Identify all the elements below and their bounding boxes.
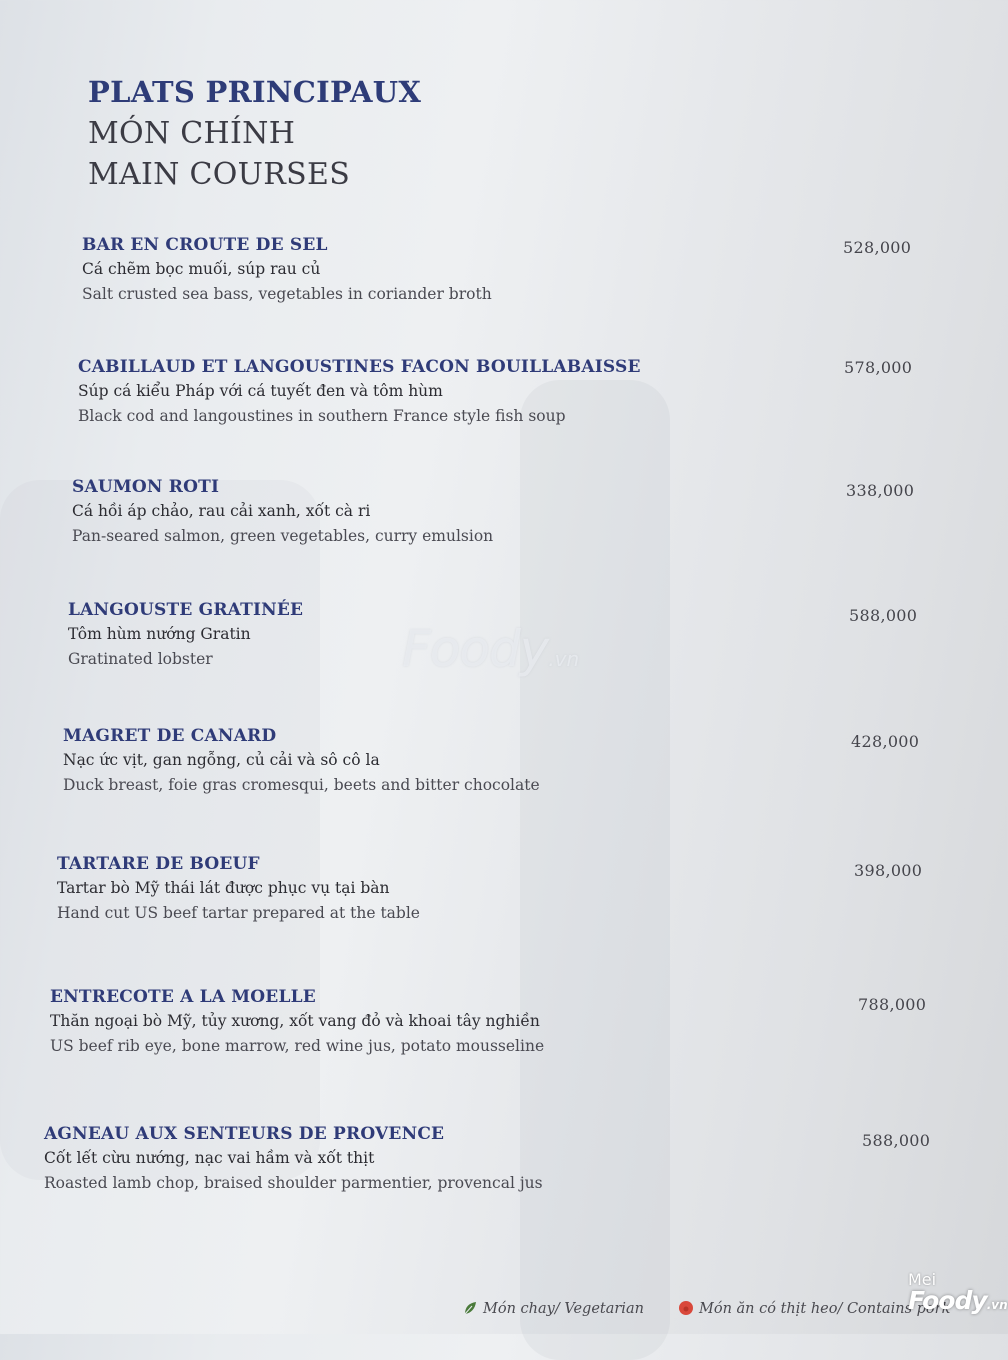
corner-logo-suffix: .vn [986,1298,1008,1312]
dish-name-en: Gratinated lobster [68,650,213,668]
dish-name-vn: Cá hồi áp chảo, rau cải xanh, xốt cà ri [72,502,371,520]
dish-name-vn: Thăn ngoại bò Mỹ, tủy xương, xốt vang đỏ và khoai tây nghiền [50,1012,540,1030]
dish-name-en: Black cod and langoustines in southern France style fish soup [78,407,566,425]
dish-price: 398,000 [854,861,923,880]
leaf-icon [462,1300,478,1316]
dish-name-fr: TARTARE DE BOEUF [57,854,260,874]
dish-name-en: US beef rib eye, bone marrow, red wine jus, potato mousseline [50,1037,545,1055]
dish-price: 428,000 [851,732,920,751]
dish-name-en: Duck breast, foie gras cromesqui, beets and bitter chocolate [63,776,540,794]
dish-name-en: Pan-seared salmon, green vegetables, curry emulsion [72,527,494,545]
dish-name-fr: BAR EN CROUTE DE SEL [82,235,328,255]
dish-price: 588,000 [849,606,918,625]
corner-logo-brand: Foody [908,1286,987,1315]
photo-shadow [0,480,320,1180]
pig-icon [678,1300,694,1316]
menu-item [78,355,978,429]
dish-name-fr: AGNEAU AUX SENTEURS DE PROVENCE [44,1124,445,1144]
menu-item [44,1122,944,1196]
menu-item [50,985,950,1059]
dish-name-fr: CABILLAUD ET LANGOUSTINES FACON BOUILLABAISSE [78,357,641,377]
foody-watermark [402,620,579,678]
header-title-en: MAIN COURSES [88,157,351,192]
dish-name-en: Salt crusted sea bass, vegetables in coriander broth [82,285,492,303]
dish-price: 338,000 [846,481,915,500]
dish-price: 578,000 [844,358,913,377]
corner-logo-top: Mei [908,1270,937,1289]
watermark-brand: Foody [402,620,549,678]
dish-price: 588,000 [862,1131,931,1150]
menu-item [72,475,972,549]
dish-name-fr: ENTRECOTE A LA MOELLE [50,987,316,1007]
menu-header [88,72,421,195]
legend-vegetarian-label: Món chay/ Vegetarian [483,1301,644,1317]
menu-item [63,724,963,798]
dish-price: 788,000 [858,995,927,1014]
dish-name-en: Hand cut US beef tartar prepared at the table [57,904,420,922]
dish-name-fr: SAUMON ROTI [72,477,220,497]
corner-logo-brand-wrap [908,1286,1008,1315]
legend-pork-label: Món ăn có thịt heo/ Contains pork [699,1301,951,1317]
watermark-suffix: .vn [548,647,580,671]
dish-name-vn: Cốt lết cừu nướng, nạc vai hầm và xốt thịt [44,1149,375,1167]
dish-name-vn: Nạc ức vịt, gan ngỗng, củ cải và sô cô la [63,751,380,769]
foody-corner-logo [908,1272,1008,1313]
header-title-vn: MÓN CHÍNH [88,116,296,151]
legend-vegetarian [462,1300,644,1317]
header-title-fr: PLATS PRINCIPAUX [88,75,422,109]
dish-name-fr: LANGOUSTE GRATINÉE [68,600,304,620]
dish-name-en: Roasted lamb chop, braised shoulder parmentier, provencal jus [44,1174,543,1192]
menu-item [57,852,957,926]
dish-name-vn: Tôm hùm nướng Gratin [68,625,251,643]
dish-name-vn: Súp cá kiểu Pháp với cá tuyết đen và tôm hùm [78,382,443,400]
dish-name-fr: MAGRET DE CANARD [63,726,277,746]
dish-name-vn: Tartar bò Mỹ thái lát được phục vụ tại bàn [57,879,390,897]
dish-price: 528,000 [843,238,912,257]
dish-name-vn: Cá chẽm bọc muối, súp rau củ [82,260,321,278]
